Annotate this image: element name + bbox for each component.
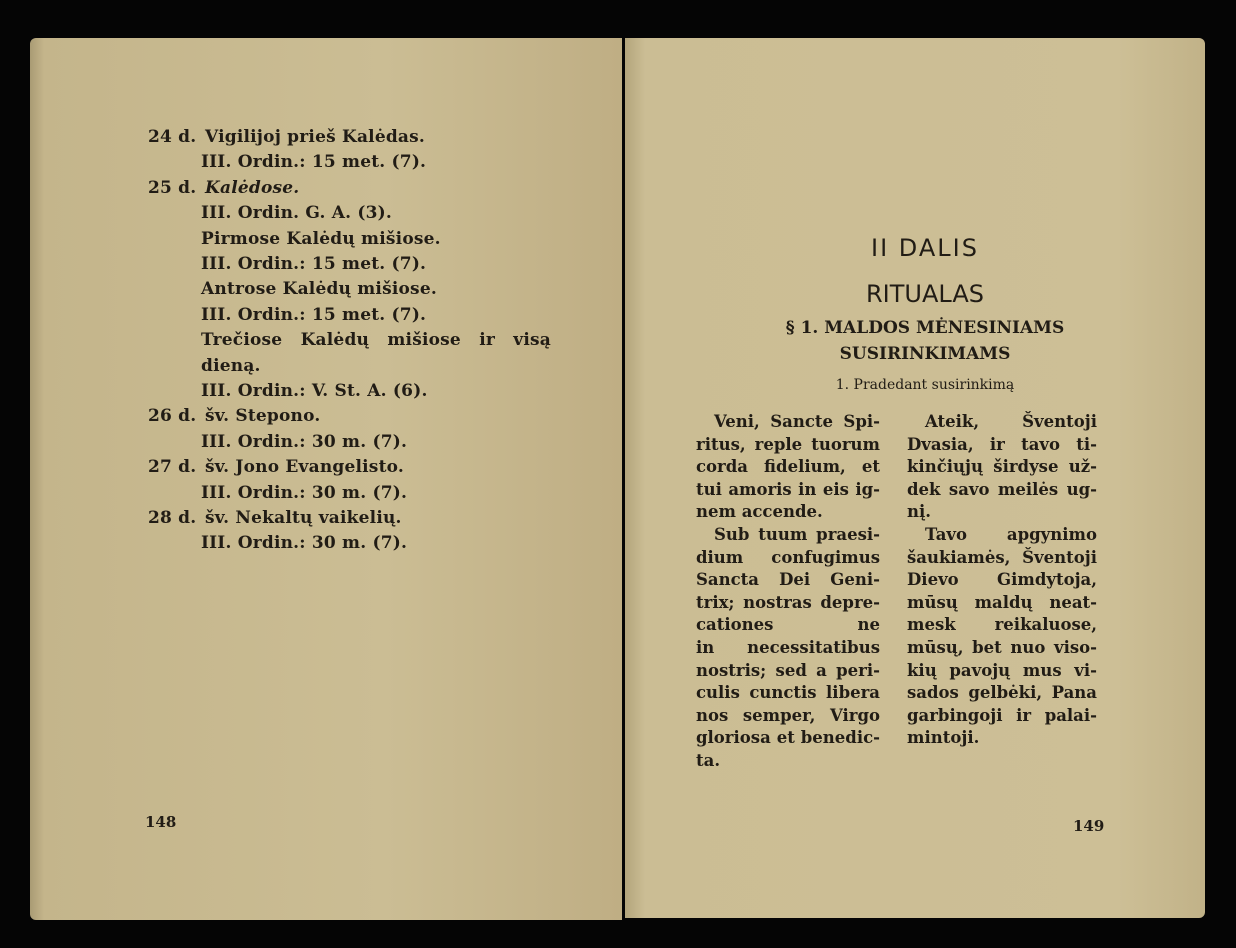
entry-line: dieną. xyxy=(201,355,261,376)
text-line: dek savo meilės ug- xyxy=(907,479,1097,499)
text-line: gloriosa et benedic- xyxy=(696,728,880,748)
text-line: kinčiųjų širdyse už- xyxy=(907,457,1097,477)
text-line: Dvasia, ir tavo ti- xyxy=(907,434,1097,454)
text-line: Dievo Gimdytoja, xyxy=(907,570,1097,590)
text-line: Ateik, Šventoji xyxy=(925,412,1097,431)
text-line: dium confugimus xyxy=(696,547,880,567)
text-line: Tavo apgynimo xyxy=(925,524,1097,544)
text-line: corda fidelium, et xyxy=(696,457,880,477)
text-line: šaukiamės, Šventoji xyxy=(907,547,1097,567)
entry-line: šv. Nekaltų vaikelių. xyxy=(205,508,402,528)
entry-line: III. Ordin.: 30 m. (7). xyxy=(201,482,408,503)
entry-line: III. Ordin.: 30 m. (7). xyxy=(201,431,408,452)
page-number: 148 xyxy=(145,813,177,831)
entry-line: Antrose Kalėdų mišiose. xyxy=(201,279,437,300)
entry-day: 27 d. xyxy=(148,457,197,478)
text-line: tui amoris in eis ig- xyxy=(696,479,880,499)
lithuanian-column xyxy=(907,411,1097,750)
text-line: mūsų, bet nuo viso- xyxy=(907,637,1097,657)
text-line: nem accende. xyxy=(696,502,823,522)
entry-line: III. Ordin.: V. St. A. (6). xyxy=(201,381,428,401)
text-line: nį. xyxy=(907,502,932,522)
text-line: mūsų maldų neat- xyxy=(907,592,1097,612)
entry-line: III. Ordin.: 15 met. (7). xyxy=(201,152,427,173)
text-line: nos semper, Virgo xyxy=(696,705,880,725)
entry-line: Vigilijoj prieš Kalėdas. xyxy=(205,127,426,147)
entry-line: III. Ordin.: 15 met. (7). xyxy=(201,304,427,325)
entry-line: Trečiose Kalėdų mišiose ir visą xyxy=(201,330,551,351)
entry-line: III. Ordin.: 15 met. (7). xyxy=(201,254,427,274)
section-heading-line2: SUSIRINKIMAMS xyxy=(839,344,1011,364)
part-heading: II DALIS xyxy=(871,234,979,262)
text-line: cationes ne xyxy=(696,615,880,635)
entry-line: šv. Stepono. xyxy=(205,406,321,427)
text-line: garbingoji ir palai- xyxy=(907,705,1097,725)
entry-day: 28 d. xyxy=(148,508,197,528)
entry-line: Kalėdose. xyxy=(205,177,300,198)
text-line: trix; nostras depre- xyxy=(696,592,880,612)
text-line: nostris; sed a peri- xyxy=(696,660,880,680)
entry-day: 24 d. xyxy=(148,127,197,147)
chapter-title: RITUALAS xyxy=(866,280,984,308)
entry-line: Pirmose Kalėdų mišiose. xyxy=(201,228,441,249)
text-line: Sub tuum praesi- xyxy=(714,524,880,544)
text-line: sados gelbėki, Pana xyxy=(907,683,1097,703)
text-line: culis cunctis libera xyxy=(696,683,880,703)
section-heading-line1: § 1. MALDOS MĖNESINIAMS xyxy=(785,318,1065,338)
entry-line: šv. Jono Evangelisto. xyxy=(205,457,404,478)
text-line: in necessitatibus xyxy=(696,637,880,657)
text-line: ta. xyxy=(696,750,721,770)
text-line: Sancta Dei Geni- xyxy=(696,570,880,590)
text-line: mintoji. xyxy=(907,728,980,748)
right-page xyxy=(625,38,1205,918)
entry-line: III. Ordin. G. A. (3). xyxy=(201,203,393,224)
text-line: mesk reikaluose, xyxy=(907,615,1097,635)
subsection-title: 1. Pradedant susirinkimą xyxy=(835,377,1015,393)
entry-line: III. Ordin.: 30 m. (7). xyxy=(201,533,408,554)
entry-day: 25 d. xyxy=(148,177,197,198)
entry-day: 26 d. xyxy=(148,406,197,427)
text-line: ritus, reple tuorum xyxy=(696,434,880,454)
latin-column xyxy=(696,411,880,773)
page-number: 149 xyxy=(1073,817,1105,835)
text-line: kių pavojų mus vi- xyxy=(907,660,1097,680)
text-line: Veni, Sancte Spi- xyxy=(714,412,880,431)
